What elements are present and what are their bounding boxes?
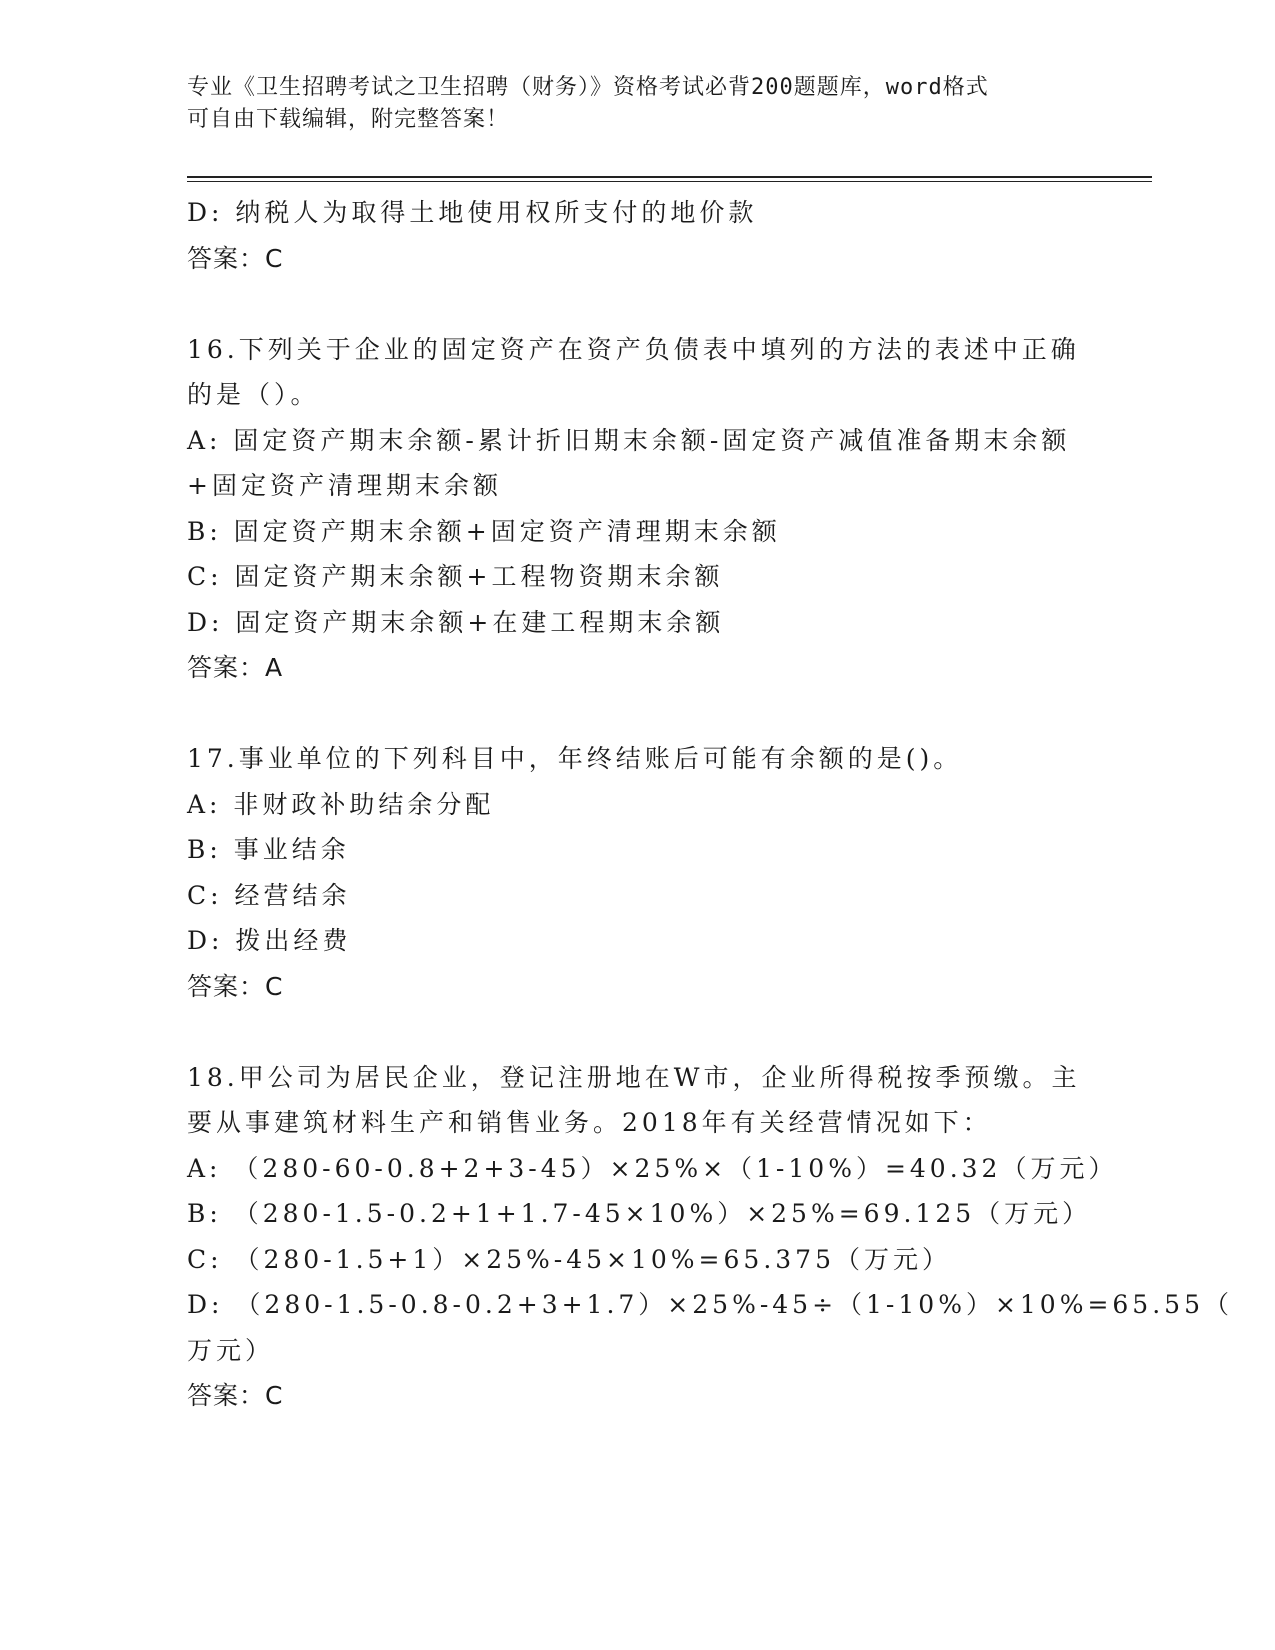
- question-stem-continued: 的是（）。: [187, 380, 320, 409]
- option-d: D: 固定资产期末余额+在建工程期末余额: [187, 607, 725, 637]
- answer: 答案：C: [187, 243, 284, 273]
- question-stem: 18.甲公司为居民企业，登记注册地在W市，企业所得税按季预缴。主: [187, 1062, 1081, 1092]
- header-divider-thick: [187, 176, 1152, 178]
- answer: 答案：C: [187, 1381, 284, 1410]
- option-a: A: 非财政补助结余分配: [187, 789, 495, 819]
- page-header: [187, 72, 1087, 136]
- option-d: D: 拨出经费: [187, 926, 352, 955]
- option-c: C: 经营结余: [187, 880, 351, 910]
- option-c: C: 固定资产期末余额+工程物资期末余额: [187, 562, 724, 591]
- header-line-2: 可自由下载编辑，附完整答案！: [187, 107, 510, 132]
- spacer: [187, 691, 1087, 737]
- answer: 答案：A: [187, 653, 284, 682]
- option-a: A: （280-60-0.8+2+3-45）×25%×（1-10%）=40.32（万元）: [187, 1153, 1118, 1183]
- header-divider-thin: [187, 181, 1152, 182]
- question-16: [187, 327, 1087, 691]
- spacer: [187, 1009, 1087, 1055]
- question-18: [187, 1055, 1233, 1419]
- question-content: [187, 190, 1233, 1419]
- question-stem-continued: 要从事建筑材料生产和销售业务。2018年有关经营情况如下：: [187, 1108, 992, 1137]
- previous-question: [187, 190, 1087, 281]
- header-line-1: 专业《卫生招聘考试之卫生招聘（财务）》资格考试必背200题题库，word格式: [187, 75, 989, 100]
- spacer: [187, 281, 1087, 327]
- option-b: B: 事业结余: [187, 835, 350, 864]
- question-stem: 17.事业单位的下列科目中，年终结账后可能有余额的是()。: [187, 744, 963, 773]
- option-b: B: （280-1.5-0.2+1+1.7-45×10%）×25%=69.125（万元）: [187, 1199, 1092, 1228]
- option-d: D: 纳税人为取得土地使用权所支付的地价款: [187, 198, 758, 227]
- option-c: C: （280-1.5+1）×25%-45×10%=65.375（万元）: [187, 1244, 951, 1274]
- question-stem: 16.下列关于企业的固定资产在资产负债表中填列的方法的表述中正确: [187, 334, 1080, 364]
- option-b: B: 固定资产期末余额+固定资产清理期末余额: [187, 516, 781, 546]
- option-d: D: （280-1.5-0.8-0.2+3+1.7）×25%-45÷（1-10%）×10%=65.55（: [187, 1290, 1233, 1319]
- answer: 答案：C: [187, 971, 284, 1001]
- option-a-continued: +固定资产清理期末余额: [187, 471, 502, 500]
- option-a: A: 固定资产期末余额-累计折旧期末余额-固定资产减值准备期末余额: [187, 425, 1071, 455]
- question-17: [187, 736, 1087, 1009]
- option-d-continued: 万元）: [187, 1335, 275, 1365]
